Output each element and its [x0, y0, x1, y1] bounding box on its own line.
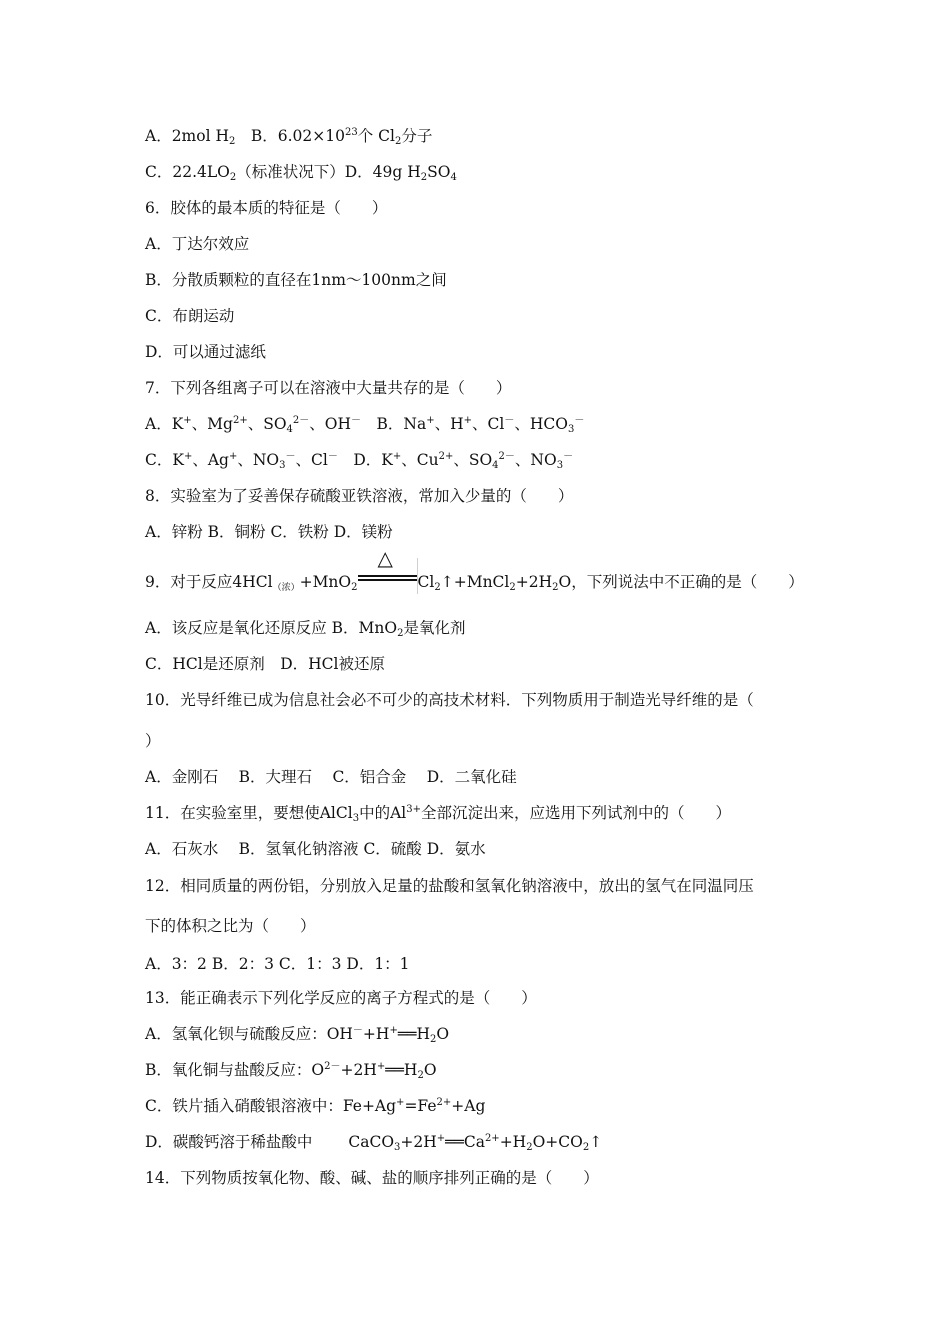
q13-option-a: A．氢氧化钡与硫酸反应：$OH^-+H^+══H_2O$: [145, 1025, 450, 1045]
q6-stem: 6．胶体的最本质的特征是（ ）: [145, 199, 388, 217]
q8-stem: 8．实验室为了妥善保存硫酸亚铁溶液，常加入少量的（ ）: [145, 487, 574, 505]
q9-stem: 9．对于反应4HCl$_{(浓)}$+MnO$_2$ △ $Cl_2↑+MnCl_2+2H_2O$，下列说法中不正确的是（ ）: [145, 546, 804, 593]
q5-option-c: C．22.4LO: [145, 163, 230, 181]
q7-options-cd: C．K+、Ag+、$NO_3^-$、Cl－ D．K+、$Cu^{2+}$、$SO_4^{2-}$、$NO_3^-$: [145, 451, 574, 471]
q6-option-a: A．丁达尔效应: [145, 235, 250, 253]
reaction-condition-arrow: [358, 546, 418, 590]
q9-options-cd: C．HCl是还原剂 D．HCl被还原: [145, 655, 385, 673]
q10-stem: 10．光导纤维已成为信息社会必不可少的高技术材料．下列物质用于制造光导纤维的是（: [145, 691, 754, 709]
heat-triangle-icon: △: [377, 546, 393, 570]
q6-option-d: D．可以通过滤纸: [145, 343, 266, 361]
q10-options: A．金刚石 B．大理石 C．铝合金 D．二氧化硅: [145, 768, 517, 786]
q11-options: A．石灰水 B．氢氧化钠溶液 C．硫酸 D．氨水: [145, 840, 486, 858]
q13-option-c: C．铁片插入硝酸银溶液中：$Fe+Ag^+=Fe^{2+}+Ag$: [145, 1097, 486, 1115]
q13-stem: 13．能正确表示下列化学反应的离子方程式的是（ ）: [145, 989, 537, 1007]
q12-stem: 12．相同质量的两份铝，分别放入足量的盐酸和氢氧化钠溶液中，放出的氢气在同温同压: [145, 877, 754, 895]
q13-option-d: D．碳酸钙溶于稀盐酸中 $CaCO_3+2H^+══Ca^{2+}+H_2O+CO_2↑$: [145, 1133, 603, 1153]
q7-options-ab: A．K+、$Mg^{2+}$、$SO_4^{2-}$、OH－ B．Na+、H+、Cl－、$HCO_3^-$: [145, 415, 585, 435]
q14-stem: 14．下列物质按氧化物、酸、碱、盐的顺序排列正确的是（ ）: [145, 1169, 599, 1187]
q11-stem: 11．在实验室里，要想使AlCl$_3$中的$Al^{3+}$全部沉淀出来，应选用下列试剂中的（ ）: [145, 804, 731, 824]
q5-option-a: A．2mol H: [145, 127, 229, 145]
q8-options: A．锌粉 B．铜粉 C．铁粉 D．镁粉: [145, 523, 393, 541]
q6-option-b: B．分散质颗粒的直径在1nm～100nm之间: [145, 271, 447, 289]
q7-stem: 7．下列各组离子可以在溶液中大量共存的是（ ）: [145, 379, 512, 397]
q12-stem-cont: 下的体积之比为（ ）: [145, 917, 316, 935]
q5-option-b: B．6.02×10: [235, 127, 345, 145]
q12-options: A．3：2 B．2：3 C．1：3 D．1：1: [145, 955, 410, 973]
q10-stem-cont: ）: [145, 732, 161, 750]
q5-options-cd: C．$22.4LO_2$（标准状况下）D．49g $H_2SO_4$: [145, 163, 457, 183]
q9-options-ab: A．该反应是氧化还原反应 B．MnO$_2$是氧化剂: [145, 619, 466, 639]
q5-options-ab: A．2mol $H_2$ B．$6.02\times 10^{23}$个 $Cl_2$分子: [145, 127, 433, 147]
q6-option-c: C．布朗运动: [145, 307, 235, 325]
q13-option-b: B．氧化铜与盐酸反应：$O^{2-}+2H^+══H_2O$: [145, 1061, 437, 1081]
